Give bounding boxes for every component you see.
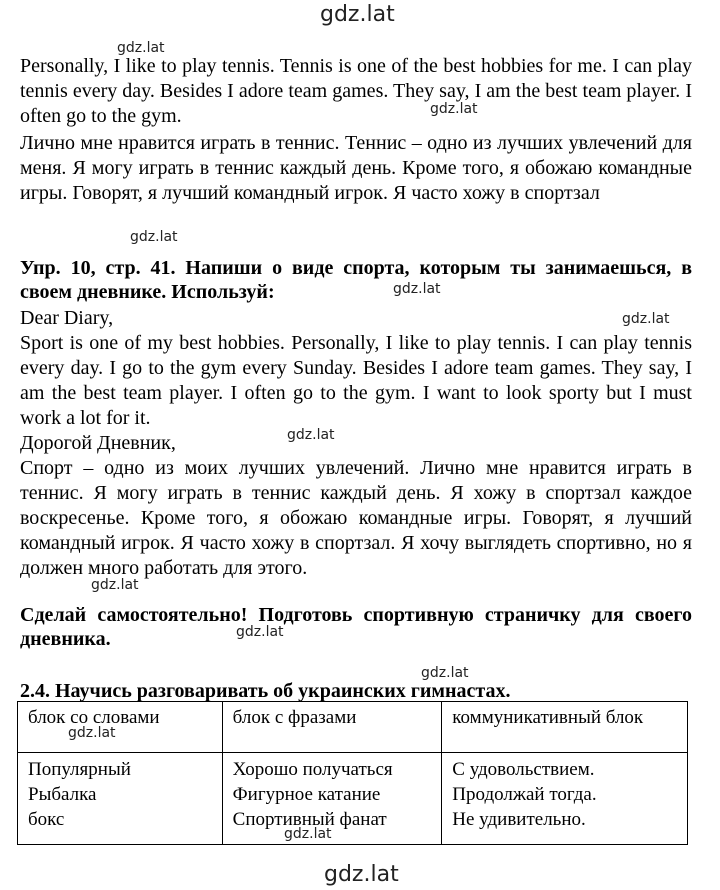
watermark: gdz.lat [421,665,469,681]
english-paragraph-1 [20,54,692,129]
table-cell-communicative [442,753,688,845]
watermark: gdz.lat [117,40,165,56]
word-item: Рыбалка [28,784,97,805]
table-cell-phrases [222,753,442,845]
communicative-item: С удовольствием. [452,759,595,780]
phrase-item: Фигурное катание [232,784,381,805]
diary-greeting-en [20,306,692,331]
phrase-item: Спортивный фанат [232,809,387,830]
word-item: Популярный [28,759,131,780]
watermark-top: gdz.lat [320,2,395,27]
self-task-heading [20,603,692,651]
greeting: Дорогой Дневник, [20,432,176,454]
watermark: gdz.lat [393,281,441,297]
russian-text: Лично мне нравится играть в теннис. Теннис – одно из лучших увлечений для меня. Я могу играть в теннис каждый день. Кроме того, я обожаю командные игры. Говорят, я лучший командный игрок. Я часто хожу в спортзал [20,132,692,204]
section-2-4-heading [20,679,692,703]
vocabulary-table [17,701,688,845]
russian-paragraph-1 [20,131,692,206]
watermark: gdz.lat [91,577,139,593]
communicative-item: Продолжай тогда. [452,784,597,805]
phrase-item: Хорошо получаться [232,759,393,780]
watermark: gdz.lat [130,229,178,245]
russian-paragraph-2 [20,456,692,581]
watermark: gdz.lat [622,311,670,327]
watermark: gdz.lat [68,725,116,741]
communicative-item: Не удивительно. [452,809,586,830]
diary-greeting-ru [20,431,692,456]
exercise-heading: Упр. 10, стр. 41. Напиши о виде спорта, которым ты занимаешься, в своем дневнике. Используй: [20,257,692,303]
watermark-bottom: gdz.lat [324,862,399,887]
word-item: бокс [28,809,65,830]
watermark: gdz.lat [430,101,478,117]
table-header-row [18,702,688,753]
english-text: Sport is one of my best hobbies. Personally, I like to play tennis. I can play tennis every day. I go to the gym every Sunday. Besides I adore team games. They say, I am the best team player. I often go to the gym. I want to look sporty but I must work a lot for it. [20,332,692,429]
table-cell-words [18,753,223,845]
table-header-cell: коммуникативный блок [442,702,688,753]
english-text: Personally, I like to play tennis. Tennis is one of the best hobbies for me. I can play tennis every day. Besides I adore team games. They say, I am the best team player. I often go to the gym. [20,55,692,127]
exercise-10-heading [20,256,692,304]
russian-text: Спорт – одно из моих лучших увлечений. Лично мне нравится играть в теннис. Я могу играть в теннис каждый день. Я хожу в спортзал каждое воскресенье. Кроме того, я обожаю командные игры. Говорят, я лучший командный игрок. Я часто хожу в спортзал. Я хочу выглядеть спортивно, но я должен много работать для этого. [20,457,692,579]
section-heading: 2.4. Научись разговаривать об украинских гимнастах. [20,680,511,702]
watermark: gdz.lat [236,624,284,640]
english-paragraph-2 [20,331,692,431]
watermark: gdz.lat [284,826,332,842]
task-heading: Сделай самостоятельно! Подготовь спортивную страничку для своего дневника. [20,604,692,650]
greeting: Dear Diary, [20,307,114,329]
table-header-cell: блок со словами [18,702,223,753]
table-row [18,753,688,845]
table-header-cell: блок с фразами [222,702,442,753]
watermark: gdz.lat [287,427,335,443]
